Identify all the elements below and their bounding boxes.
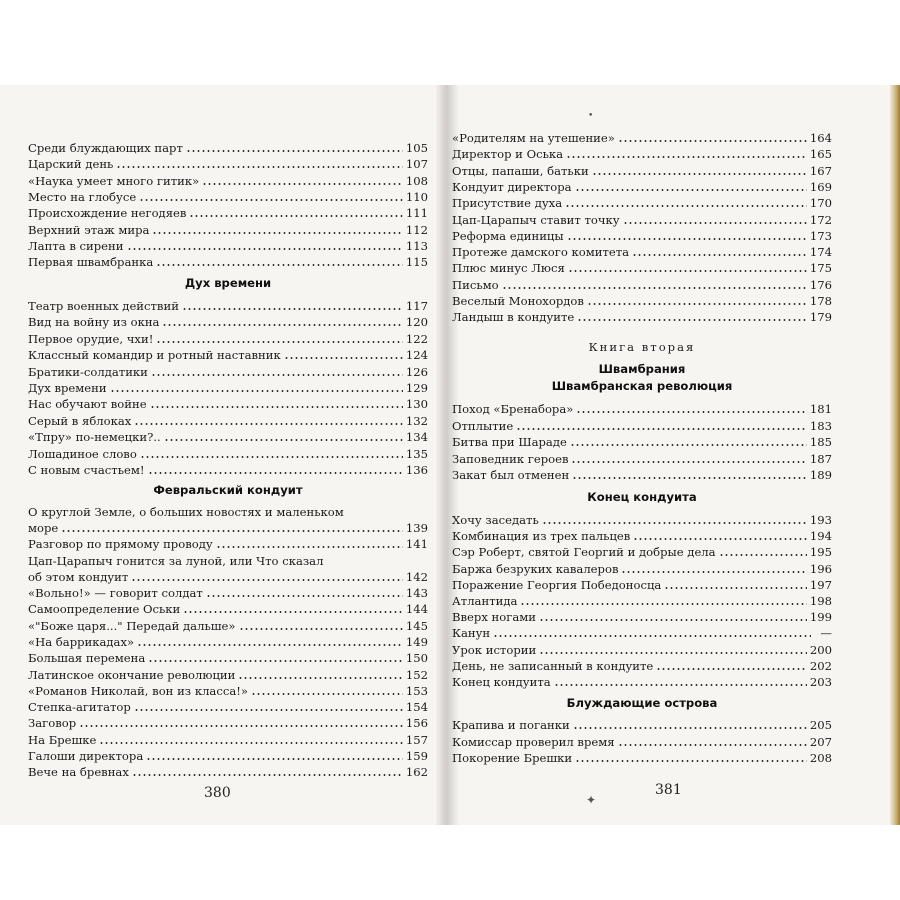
- dot-leader: [571, 461, 806, 463]
- toc-entry-page: 208: [809, 751, 832, 765]
- toc-entry-title: Братики-солдатики: [28, 364, 148, 379]
- toc-entry-page: 164: [809, 131, 832, 145]
- toc-entry-page: 145: [405, 618, 428, 633]
- toc-entry: [28, 447, 428, 461]
- dot-leader: [152, 232, 402, 234]
- toc-entry-page: 205: [809, 718, 832, 732]
- section-heading: Дух времени: [184, 276, 272, 290]
- toc-entry-page: 135: [405, 446, 428, 461]
- toc-entry-page: 112: [405, 222, 428, 237]
- toc-entry: [28, 554, 428, 568]
- toc-entry-title: Хочу заседать: [452, 513, 539, 527]
- toc-entry-title: Закат был отменен: [452, 468, 570, 483]
- toc-entry-title: Веселый Монохордов: [452, 294, 584, 308]
- toc-entry-title: Заповедник героев: [452, 451, 569, 466]
- toc-entry-title: Среди блуждающих парт: [28, 141, 183, 155]
- toc-entry-title: Битва при Шараде: [452, 435, 567, 450]
- toc-entry: [28, 206, 428, 220]
- page-number: 381: [655, 782, 682, 798]
- toc-entry-title: Атлантида: [452, 594, 518, 608]
- toc-entry-title: Реформа единицы: [452, 228, 564, 243]
- toc-entry-title: Театр военных действий: [28, 299, 179, 313]
- toc-entry-title: Вверх ногами: [452, 610, 536, 625]
- toc-entry-title: об этом кондуит: [28, 570, 129, 584]
- dot-leader: [516, 428, 807, 430]
- toc-entry-page: 150: [405, 651, 428, 666]
- toc-entry: [28, 521, 428, 535]
- toc-entry-page: 143: [405, 586, 428, 600]
- toc-entry: [452, 751, 832, 765]
- dot-leader: [79, 725, 403, 727]
- toc-entry-page: —: [820, 626, 832, 641]
- toc-entry: [28, 570, 428, 584]
- toc-entry: [28, 651, 428, 665]
- toc-entry-page: 156: [405, 716, 428, 731]
- dot-leader: [570, 444, 807, 446]
- toc-entry-title: Лошадиное слово: [28, 446, 137, 461]
- toc-entry-title: Галоши директора: [28, 749, 144, 763]
- toc-entry: [28, 765, 428, 779]
- dot-leader: [621, 571, 806, 573]
- toc-entry: [28, 174, 428, 188]
- toc-entry: [452, 718, 832, 732]
- toc-entry-page: 152: [405, 667, 428, 682]
- toc-entry: [28, 668, 428, 682]
- dot-leader: [577, 319, 807, 321]
- section-heading: Блуждающие острова: [566, 696, 718, 710]
- toc-entry: [28, 430, 428, 444]
- toc-entry: [28, 537, 428, 551]
- book-spread: [0, 85, 900, 825]
- toc-entry: [452, 402, 832, 416]
- toc-entry-title: Отцы, папаши, батьки: [452, 163, 589, 178]
- toc-entry-page: 129: [405, 381, 428, 395]
- toc-entry-title: Вид на войну из окна: [28, 315, 160, 330]
- toc-entry-page: 157: [405, 732, 428, 747]
- page-number: 380: [204, 785, 231, 801]
- toc-entry: [452, 643, 832, 657]
- dot-leader: [156, 264, 403, 266]
- toc-entry-title: Баржа безруких кавалеров: [452, 561, 619, 576]
- dot-leader: [150, 406, 403, 408]
- dot-leader: [656, 668, 807, 670]
- dot-leader: [623, 222, 807, 224]
- dot-leader: [162, 324, 402, 326]
- toc-entry-title: Урок истории: [452, 642, 537, 657]
- dot-leader: [520, 603, 806, 605]
- toc-entry: [452, 610, 832, 624]
- section-heading: Швамбранская революция: [551, 379, 733, 393]
- dot-leader: [664, 587, 807, 589]
- toc-entry-title: Нас обучают войне: [28, 397, 147, 412]
- toc-entry-title: «Тпру» по-немецки?..: [28, 430, 161, 445]
- dot-leader: [116, 166, 402, 168]
- toc-entry-title: Верхний этаж мира: [28, 222, 150, 237]
- toc-entry: [452, 419, 832, 433]
- dot-leader: [146, 758, 403, 760]
- toc-entry: [452, 675, 832, 689]
- toc-entry: [452, 578, 832, 592]
- toc-entry-title: День, не записанный в кондуите: [452, 658, 654, 673]
- dot-leader: [618, 744, 807, 746]
- toc-entry-page: 199: [809, 610, 832, 625]
- toc-entry: [28, 315, 428, 329]
- toc-entry-page: 132: [405, 413, 428, 428]
- toc-entry: [452, 529, 832, 543]
- toc-entry: [28, 602, 428, 616]
- toc-entry-title: Отплытие: [452, 418, 514, 433]
- dot-leader: [134, 423, 403, 425]
- toc-entry-title: Присутствие духа: [452, 196, 563, 211]
- toc-entry-page: 169: [809, 179, 832, 194]
- toc-entry: [28, 635, 428, 649]
- dot-leader: [131, 579, 403, 581]
- section-heading: Февральский кондуит: [153, 483, 303, 497]
- dot-leader: [61, 530, 403, 532]
- dot-leader: [148, 472, 403, 474]
- dot-leader: [251, 693, 403, 695]
- toc-entry-page: 122: [405, 331, 428, 346]
- toc-entry: [28, 700, 428, 714]
- dot-leader: [539, 652, 807, 654]
- dot-leader: [587, 303, 807, 305]
- dot-leader: [572, 477, 807, 479]
- dot-leader: [575, 189, 807, 191]
- toc-entry-title: Место на глобусе: [28, 189, 137, 204]
- toc-entry-page: 181: [809, 402, 832, 416]
- dot-leader: [202, 183, 403, 185]
- toc-entry-page: 178: [809, 294, 832, 308]
- toc-entry-page: 107: [405, 157, 428, 172]
- dot-leader: [502, 287, 807, 289]
- toc-entry-page: 113: [405, 238, 428, 253]
- dot-leader: [633, 538, 807, 540]
- left-page: [28, 85, 428, 825]
- toc-entry-title: Директор и Оська: [452, 147, 564, 162]
- toc-entry-page: 159: [405, 749, 428, 763]
- toc-entry-page: 195: [809, 545, 832, 560]
- toc-entry-page: 139: [405, 521, 428, 535]
- toc-entry-title: Лапта в сирени: [28, 238, 124, 253]
- dot-leader: [186, 150, 403, 152]
- toc-entry-title: «Наука умеет много гитик»: [28, 173, 200, 188]
- toc-entry-page: 179: [809, 310, 832, 325]
- toc-entry-page: 194: [809, 529, 832, 544]
- dot-leader: [164, 439, 403, 441]
- toc-entry-page: 174: [809, 245, 832, 260]
- toc-entry-page: 175: [809, 261, 832, 276]
- toc-entry-title: Царский день: [28, 157, 114, 172]
- toc-entry-title: Степка-агитатор: [28, 700, 131, 715]
- dot-leader: [216, 546, 403, 548]
- toc-entry-page: 165: [809, 147, 832, 162]
- toc-entry: [452, 659, 832, 673]
- toc-entry-title: Заговор: [28, 716, 77, 731]
- toc-entry: [452, 513, 832, 527]
- toc-entry: [452, 294, 832, 308]
- toc-entry-page: 105: [405, 141, 428, 155]
- toc-entry-title: Комиссар проверил время: [452, 734, 615, 749]
- toc-entry-title: Происхождение негодяев: [28, 206, 187, 221]
- toc-entry-title: Латинское окончание революции: [28, 667, 236, 682]
- toc-entry: [452, 164, 832, 178]
- toc-entry-page: 153: [405, 683, 428, 698]
- toc-entry: [28, 365, 428, 379]
- toc-entry: [452, 545, 832, 559]
- dot-leader: [576, 411, 807, 413]
- dot-leader: [189, 215, 402, 217]
- toc-entry-title: Кондуит директора: [452, 179, 572, 194]
- toc-entry-page: 141: [405, 537, 428, 551]
- dot-leader: [539, 619, 807, 621]
- toc-entry-page: 149: [405, 634, 428, 649]
- toc-entry-title: Канун: [452, 626, 491, 641]
- dot-leader: [566, 156, 807, 158]
- toc-entry-page: 124: [405, 348, 428, 363]
- dot-leader: [182, 308, 403, 310]
- toc-entry: [452, 213, 832, 227]
- toc-entry-title: море: [28, 521, 59, 535]
- toc-entry-page: 200: [809, 642, 832, 657]
- toc-entry-page: 197: [809, 577, 832, 592]
- toc-entry: [28, 414, 428, 428]
- toc-entry: [28, 348, 428, 362]
- toc-entry: [452, 261, 832, 275]
- toc-entry-title: Ландыш в кондуите: [452, 310, 575, 325]
- print-speck: ✦: [586, 793, 597, 807]
- toc-entry-page: 189: [809, 468, 832, 483]
- toc-entry: [452, 196, 832, 210]
- dot-leader: [134, 709, 403, 711]
- dot-leader: [156, 341, 403, 343]
- toc-entry: [452, 245, 832, 259]
- toc-entry-page: 120: [405, 315, 428, 330]
- dot-leader: [148, 660, 403, 662]
- toc-entry: [452, 435, 832, 449]
- toc-entry-title: Самоопределение Оськи: [28, 602, 181, 617]
- toc-entry: [452, 310, 832, 324]
- toc-entry-page: 130: [405, 397, 428, 412]
- toc-entry-title: Классный командир и ротный наставник: [28, 348, 281, 363]
- toc-entry-title: Цап-Царапыч ставит точку: [452, 212, 620, 227]
- dot-leader: [554, 684, 807, 686]
- dot-leader: [110, 390, 403, 392]
- dot-leader: [567, 238, 807, 240]
- toc-entry-page: 136: [405, 463, 428, 477]
- toc-entry: [28, 733, 428, 747]
- toc-entry-page: 115: [405, 255, 428, 270]
- dot-leader: [565, 205, 807, 207]
- toc-entry-page: 202: [809, 658, 832, 673]
- toc-entry-page: 154: [405, 700, 428, 715]
- toc-entry: [28, 255, 428, 269]
- toc-entry: [28, 684, 428, 698]
- toc-entry: [28, 586, 428, 600]
- book-part-label: Книга вторая: [588, 340, 696, 354]
- toc-entry: [452, 735, 832, 749]
- toc-entry-page: 167: [809, 163, 832, 178]
- toc-entry-page: 134: [405, 430, 428, 445]
- dot-leader: [137, 644, 403, 646]
- page-edge: [890, 85, 900, 825]
- toc-entry: [28, 463, 428, 477]
- toc-entry: [28, 223, 428, 237]
- toc-entry-page: 173: [809, 228, 832, 243]
- toc-entry-title: Поражение Георгия Победоносца: [452, 577, 662, 592]
- toc-entry-title: Поход «Бренабора»: [452, 402, 574, 416]
- print-speck: •: [588, 111, 594, 121]
- toc-entry-title: Конец кондуита: [452, 675, 551, 689]
- toc-entry-page: 117: [405, 299, 428, 313]
- toc-entry-title: Плюс минус Люся: [452, 261, 565, 276]
- toc-entry-page: 126: [405, 364, 428, 379]
- toc-entry-title: С новым счастьем!: [28, 463, 145, 477]
- toc-entry-page: 142: [405, 570, 428, 584]
- toc-entry: [452, 131, 832, 145]
- toc-entry-title: Сэр Роберт, святой Георгий и добрые дела: [452, 545, 716, 560]
- dot-leader: [239, 628, 403, 630]
- toc-entry: [452, 180, 832, 194]
- toc-entry-title: Комбинация из трех пальцев: [452, 529, 631, 544]
- toc-entry-page: 162: [405, 765, 428, 780]
- toc-entry-title: Разговор по прямому проводу: [28, 537, 213, 551]
- dot-leader: [568, 270, 807, 272]
- toc-entry-page: 111: [405, 206, 428, 221]
- toc-entry: [28, 397, 428, 411]
- toc-entry-title: «Вольно!» — говорит солдат: [28, 586, 203, 600]
- toc-entry: [28, 157, 428, 171]
- toc-entry: [452, 562, 832, 576]
- toc-entry: [28, 381, 428, 395]
- toc-entry-title: Крапива и поганки: [452, 718, 570, 732]
- toc-entry-page: 108: [405, 173, 428, 188]
- dot-leader: [284, 357, 403, 359]
- toc-entry: [28, 239, 428, 253]
- dot-leader: [140, 456, 403, 458]
- section-heading: Конец кондуита: [587, 490, 697, 504]
- toc-entry: [28, 332, 428, 346]
- dot-leader: [132, 774, 403, 776]
- dot-leader: [632, 254, 807, 256]
- dot-leader: [618, 140, 807, 142]
- dot-leader: [542, 522, 807, 524]
- toc-entry-title: Письмо: [452, 277, 499, 292]
- toc-entry: [452, 278, 832, 292]
- toc-entry-page: 198: [809, 594, 832, 608]
- toc-entry-title: На Брешке: [28, 732, 97, 747]
- section-heading: Швамбрания: [598, 362, 686, 376]
- toc-entry-page: 183: [809, 418, 832, 433]
- dot-leader: [206, 595, 403, 597]
- toc-entry: [452, 452, 832, 466]
- toc-entry: [452, 147, 832, 161]
- dot-leader: [575, 760, 807, 762]
- toc-entry: [28, 716, 428, 730]
- toc-entry-title: Цап-Царапыч гонится за луной, или Что сказал: [28, 554, 324, 568]
- toc-entry: [28, 749, 428, 763]
- toc-entry: [28, 141, 428, 155]
- dot-leader: [139, 199, 403, 201]
- toc-entry: [452, 468, 832, 482]
- dot-leader: [127, 248, 403, 250]
- toc-entry: [28, 505, 428, 519]
- toc-entry-title: Серый в яблоках: [28, 413, 132, 428]
- toc-entry: [28, 619, 428, 633]
- toc-entry-title: Большая перемена: [28, 651, 146, 666]
- dot-leader: [183, 611, 403, 613]
- toc-entry: [28, 190, 428, 204]
- toc-entry-title: Дух времени: [28, 381, 107, 395]
- toc-entry-title: «На баррикадах»: [28, 634, 135, 649]
- dot-leader: [592, 173, 807, 175]
- toc-entry-title: Протеже дамского комитета: [452, 245, 630, 260]
- toc-entry-title: «"Боже царя..." Передай дальше»: [28, 618, 236, 633]
- dot-leader: [573, 727, 807, 729]
- toc-entry-title: О круглой Земле, о больших новостях и маленьком: [28, 505, 344, 519]
- toc-entry-title: Первое орудие, чхи!: [28, 331, 154, 346]
- toc-entry-page: 193: [809, 513, 832, 527]
- toc-entry-page: 203: [809, 675, 832, 689]
- toc-entry-page: 110: [405, 189, 428, 204]
- toc-entry: [452, 626, 832, 640]
- right-page: [452, 85, 832, 825]
- toc-entry-title: Покорение Брешки: [452, 751, 573, 765]
- toc-entry-page: 185: [809, 435, 832, 450]
- toc-entry: [28, 299, 428, 313]
- toc-entry-page: 176: [809, 277, 832, 292]
- dot-leader: [151, 374, 403, 376]
- toc-entry-page: 196: [809, 561, 832, 576]
- dot-leader: [99, 742, 402, 744]
- toc-entry: [452, 594, 832, 608]
- toc-entry-title: Вече на бревнах: [28, 765, 129, 780]
- toc-entry-title: Первая швамбранка: [28, 255, 154, 270]
- toc-entry-title: «Романов Николай, вон из класса!»: [28, 683, 248, 698]
- toc-entry-page: 170: [809, 196, 832, 211]
- dot-leader: [719, 554, 807, 556]
- toc-entry-title: «Родителям на утешение»: [452, 131, 615, 145]
- toc-entry-page: 207: [809, 734, 832, 749]
- dot-leader: [493, 635, 811, 637]
- toc-entry-page: 144: [405, 602, 428, 617]
- toc-entry-page: 172: [809, 212, 832, 227]
- toc-entry: [452, 229, 832, 243]
- toc-entry-page: 187: [809, 451, 832, 466]
- dot-leader: [238, 677, 402, 679]
